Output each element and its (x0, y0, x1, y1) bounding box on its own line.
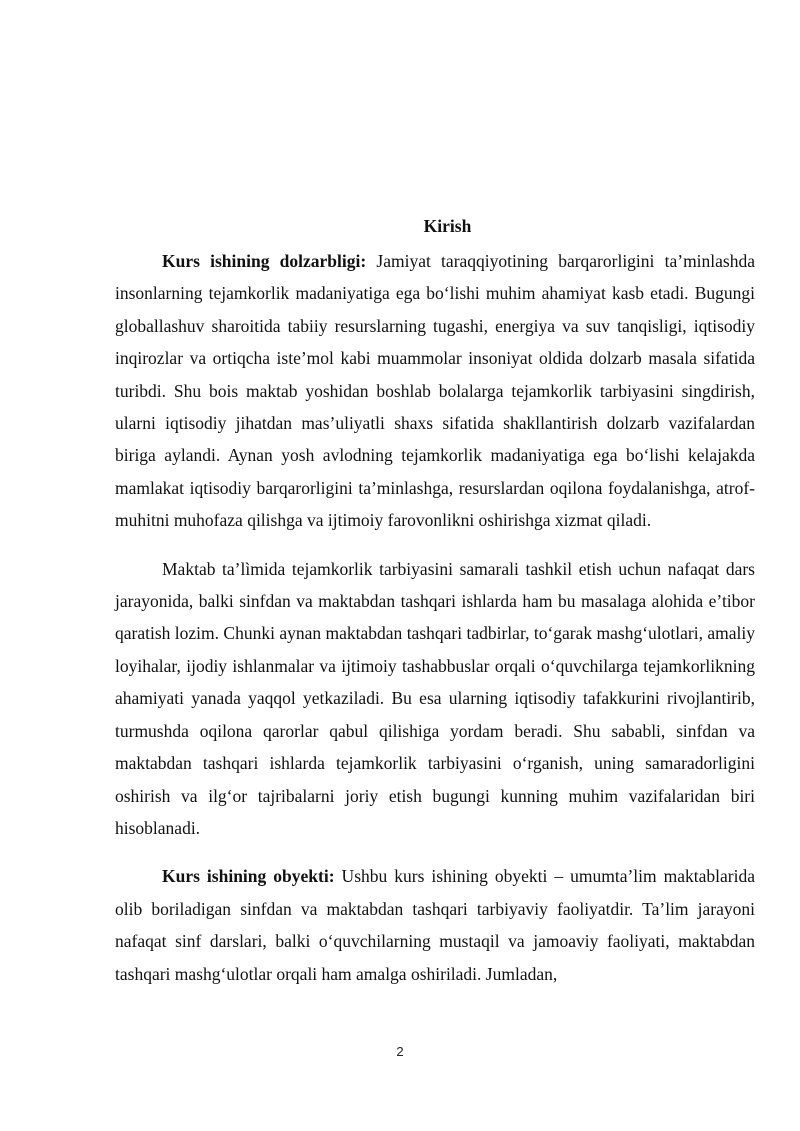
paragraph-text: Maktab ta’lìmida tejamkorlik tarbiyasini samarali tashkil etish uchun nafaqat dars jarayonida, balki sinfdan va maktabdan tashqari ishlarda ham bu masalaga alohida e’tibor qaratish lozim. Chunki aynan maktabdan tashqari tadbirlar, to‘garak mashg‘ulotlari, amaliy loyihalar, ijodiy ishlanmalar va ijtimoiy tashabbuslar orqali o‘quvchilarga tejamkorlikning ahamiyati yanada yaqqol yetkaziladi. Bu esa ularning iqtisodiy tafakkurini rivojlantirib, turmushda oqilona qarorlar qabul qilishiga yordam beradi. Shu sababli, sinfdan va maktabdan tashqari ishlarda tejamkorlik tarbiyasini o‘rganish, uning samaradorligini oshirish va ilg‘or tajribalarni joriy etish bugungi kunning muhim vazifalaridan biri hisoblanadi. (115, 558, 755, 838)
section-title: Kirish (423, 216, 472, 236)
paragraph-lead: Kurs ishining obyekti: (162, 866, 335, 887)
paragraph-text: Ushbu kurs ishining obyekti – umumta’lim maktablarida olib boriladigan sinfdan va maktabdan tashqari tarbiyaviy faoliyatdir. Ta’lim jarayoni nafaqat sinf darslari, balki o‘quvchilarning mustaqil va jamoaviy faoliyati, maktabdan tashqari mashg‘ulotlar orqali ham amalga oshiriladi. Jumladan, (115, 866, 755, 984)
page-number: 2 (396, 1044, 404, 1059)
paragraph-text: Jamiyat taraqqiyotining barqarorligini ta’minlashda insonlarning tejamkorlik madaniyatiga ega bo‘lishi muhim ahamiyat kasb etadi. Bugungi globallashuv sharoitida tabiiy resurslarning tugashi, energiya va suv tanqisligi, iqtisodiy inqirozlar va ortiqcha iste’mol kabi muammolar insoniyat oldida dolzarb masala sifatida turibdi. Shu bois maktab yoshidan boshlab bolalarga tejamkorlik tarbiyasini singdirish, ularni iqtisodiy jihatdan mas’uliyatli shaxs sifatida shakllantirish dolzarb vazifalardan biriga aylandi. Aynan yosh avlodning tejamkorlik madaniyatiga ega bo‘lishi kelajakda mamlakat iqtisodiy barqarorligini ta’minlashga, resurslardan oqilona foydalanishga, atrof-muhitni muhofaza qilishga va ijtimoiy farovonlikni oshirishga xizmat qiladi. (115, 251, 755, 531)
paragraph-lead: Kurs ishining dolzarbligi: (162, 251, 367, 271)
paragraph-relevance (115, 245, 755, 537)
paragraph-object (115, 860, 755, 990)
document-body (115, 210, 755, 990)
paragraph-school-education (115, 553, 755, 845)
